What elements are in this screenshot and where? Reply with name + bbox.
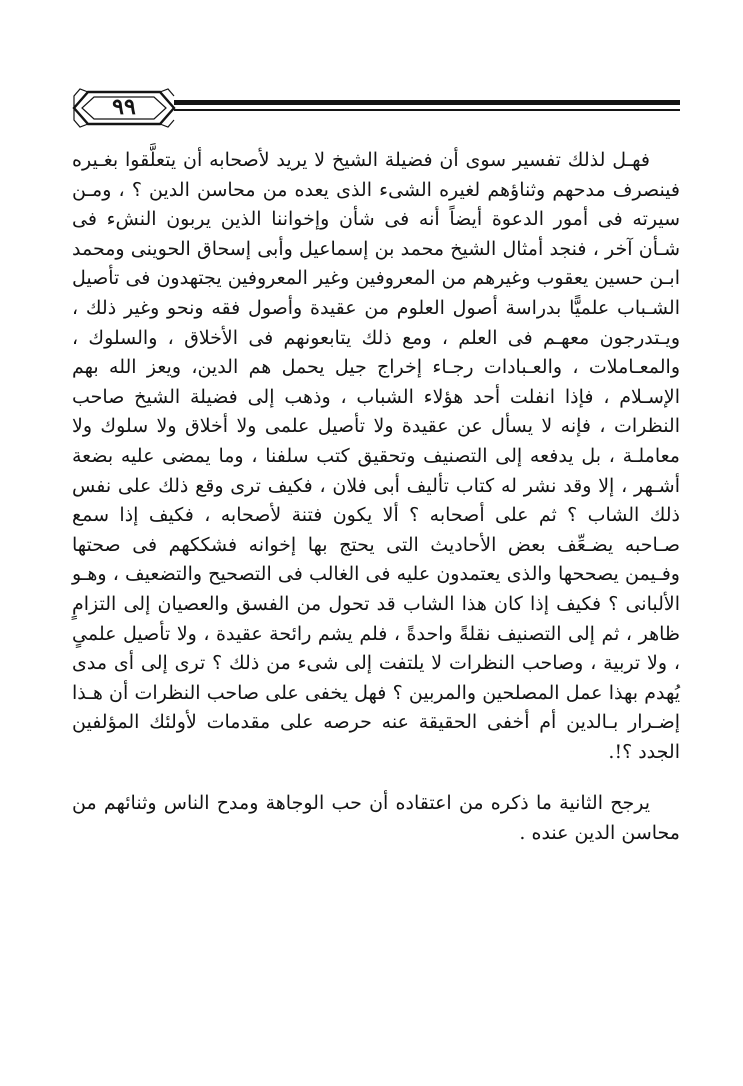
page-body bbox=[72, 146, 680, 871]
page-number: ٩٩ bbox=[112, 94, 136, 120]
paragraph-main: فهـل لذلك تفسير سوى أن فضيلة الشيخ لا يريد لأصحابه أن يتعلَّقوا بغـيره فينصرف مدحهم وثناؤهم لغيره الشىء الذى يعده من محاسن الدين ؟ ، ومـن سيرته فى أمور الدعوة أيضاً أنه فى شأن وإخواننا الذين يربون النشء فى شـأن آخر ، فنجد أمثال الشيخ محمد بن إسماعيل وأبى إسحاق الحوينى ومحمد ابـن حسين يعقوب وغيرهم من المعروفين وغير المعروفين يجتهدون فى تأصيل الشـباب علميًّا بدراسة أصول العلوم من عقيدة وأصول فقه ونحو وغير ذلك ، ويـتدرجون معهـم فى العلم ، ومع ذلك يتابعونهم فى الأخلاق ، والسلوك ، والمعـاملات ، والعـبادات رجـاء إخراج جيل يحمل هم الدين، ويعز الله بهم الإسـلام ، فإذا انفلت أحد هؤلاء الشباب ، وذهب إلى فضيلة الشيخ صاحب النظرات ، فإنه لا يسأل عن عقيدة ولا تأصيل علمى ولا أخلاق ولا سلوك ولا معاملـة ، بل يدفعه إلى التصنيف وتحقيق كتب سلفنا ، وما يمضى عليه بضعة أشـهر ، إلا وقد نشر له كتاب تأليف أبى فلان ، فكيف ترى وقع ذلك على نفس ذلك الشاب ؟ ثم على أصحابه ؟ ألا يكون فتنة لأصحابه ، فكيف إذا سمع صـاحبه يضـعِّف بعض الأحاديث التى يحتج بها إخوانه فشككهم فى صحتها وفـيمن يصححها والذى يعتمدون عليه فى الغالب فى التصحيح والتضعيف ، وهـو الألبانى ؟ فكيف إذا كان هذا الشاب قد تحول من الفسق والعصيان إلى التزامٍ ظاهر ، ثم إلى التصنيف نقلةً واحدةً ، فلم يشم رائحة عقيدة ، ولا تأصيل علمىٍ ، ولا تربية ، وصاحب النظرات لا يلتفت إلى شىء من ذلك ؟ ترى إلى أى مدى يُهدم بهذا عمل المصلحين والمربين ؟ فهل يخفى على صاحب النظرات أن هـذا إضـرار بـالدين أم أخفى الحقيقة عنه حرصه على مقدمات لأولئك المؤلفين الجدد ؟!. bbox=[72, 149, 680, 763]
page-number-badge bbox=[70, 88, 178, 128]
header-rule-thin bbox=[174, 109, 680, 111]
paragraph-conclusion: يرجح الثانية ما ذكره من اعتقاده أن حب الوجاهة ومدح الناس وثنائهم من محاسن الدين عنده . bbox=[72, 792, 680, 845]
header-rule bbox=[174, 100, 680, 111]
page-header bbox=[70, 88, 680, 128]
header-rule-thick bbox=[174, 100, 680, 105]
